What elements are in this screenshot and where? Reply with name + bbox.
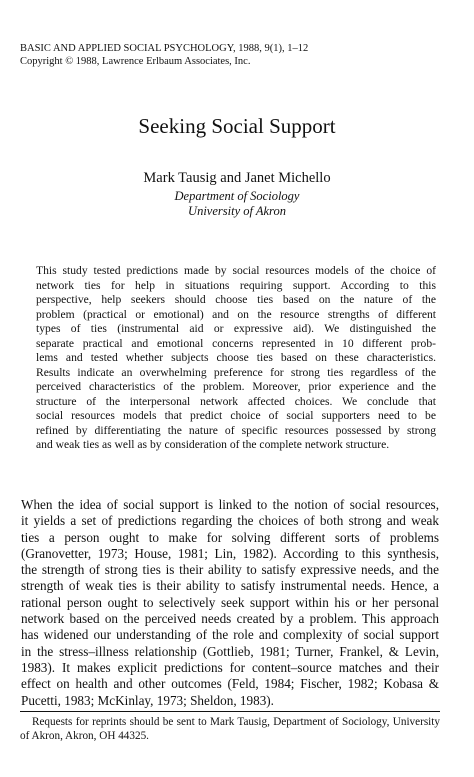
body-line: strength of weak ties is their ability to satisfy instrumental needs. Hence, a bbox=[21, 578, 439, 594]
body-line: network based on the perceived needs created by a problem. This approach bbox=[21, 611, 439, 627]
department: Department of Sociology bbox=[174, 189, 300, 203]
abstract-line: types of ties (instrumental aid or expressive aid). We distinguished the bbox=[36, 322, 436, 335]
journal-citation: BASIC AND APPLIED SOCIAL PSYCHOLOGY, 1988, 9(1), 1–12 bbox=[20, 43, 309, 54]
footnote-divider bbox=[20, 711, 440, 712]
abstract-line: perspective, help seekers should choose ties based on the nature of the bbox=[36, 293, 436, 306]
body-paragraph bbox=[21, 497, 439, 709]
abstract-line: perceived characteristics of the problem. Moreover, prior experience and the bbox=[36, 380, 436, 393]
body-line: (Granovetter, 1973; House, 1981; Lin, 1982). According to this synthesis, bbox=[21, 545, 439, 561]
footnote bbox=[20, 716, 440, 743]
abstract-line: separate practical and emotional concerns represented in 10 different prob- bbox=[36, 336, 436, 350]
abstract-line: lems and tested whether subjects choose ties based on these characteristics. bbox=[36, 351, 436, 364]
abstract-line: network ties for help in situations requiring support. According to this bbox=[36, 278, 436, 292]
abstract bbox=[36, 264, 436, 453]
body-line: ties a person ought to make for solving different sorts of problems bbox=[21, 529, 439, 545]
footnote-line: Requests for reprints should be sent to Mark Tausig, Department of Sociology, University bbox=[32, 716, 440, 728]
body-line: 1983). It makes explicit predictions for content–source matches and their bbox=[21, 659, 439, 675]
body-line: has widened our understanding of the role and complexity of social support bbox=[21, 627, 439, 643]
abstract-line: refined by differentiating the nature of specific resources possessed by strong bbox=[36, 423, 436, 437]
body-line: When the idea of social support is linked to the notion of social resources, bbox=[21, 497, 439, 512]
running-header bbox=[20, 42, 308, 68]
footnote-line: of Akron, Akron, OH 44325. bbox=[20, 729, 149, 742]
abstract-line: This study tested predictions made by social resources models of the choice of bbox=[36, 264, 436, 277]
abstract-line: social resources models that predict choice of social supporters need to be bbox=[36, 409, 436, 422]
abstract-line: problem (practical or emotional) and on the resource strengths of different bbox=[36, 307, 436, 321]
body-line: it yields a set of predictions regarding the choices of both strong and weak bbox=[21, 513, 439, 529]
body-line: effect on health and other outcomes (Feld, 1984; Fischer, 1982; Kobasa & bbox=[21, 676, 439, 692]
authors: Mark Tausig and Janet Michello bbox=[143, 170, 331, 186]
body-line: Pucetti, 1983; McKinlay, 1973; Sheldon, 1983). bbox=[21, 692, 274, 708]
abstract-line: and weak ties as well as by consideration of the complete network structure. bbox=[36, 438, 390, 451]
copyright-line: Copyright © 1988, Lawrence Erlbaum Associates, Inc. bbox=[20, 56, 251, 67]
article-title: Seeking Social Support bbox=[138, 114, 336, 138]
abstract-line: Results indicate an overwhelming preference for strong ties regardless of the bbox=[36, 365, 436, 379]
body-line: rational person ought to selectively seek support within his or her personal bbox=[21, 594, 439, 610]
body-line: in the stress–illness relationship (Gottlieb, 1981; Turner, Frankel, & Levin, bbox=[21, 643, 439, 659]
body-line: the strength of strong ties is their ability to satisfy expressive needs, and the bbox=[21, 562, 439, 578]
university: University of Akron bbox=[188, 204, 286, 218]
abstract-line: structure of the interpersonal network affected choices. We conclude that bbox=[36, 394, 436, 408]
